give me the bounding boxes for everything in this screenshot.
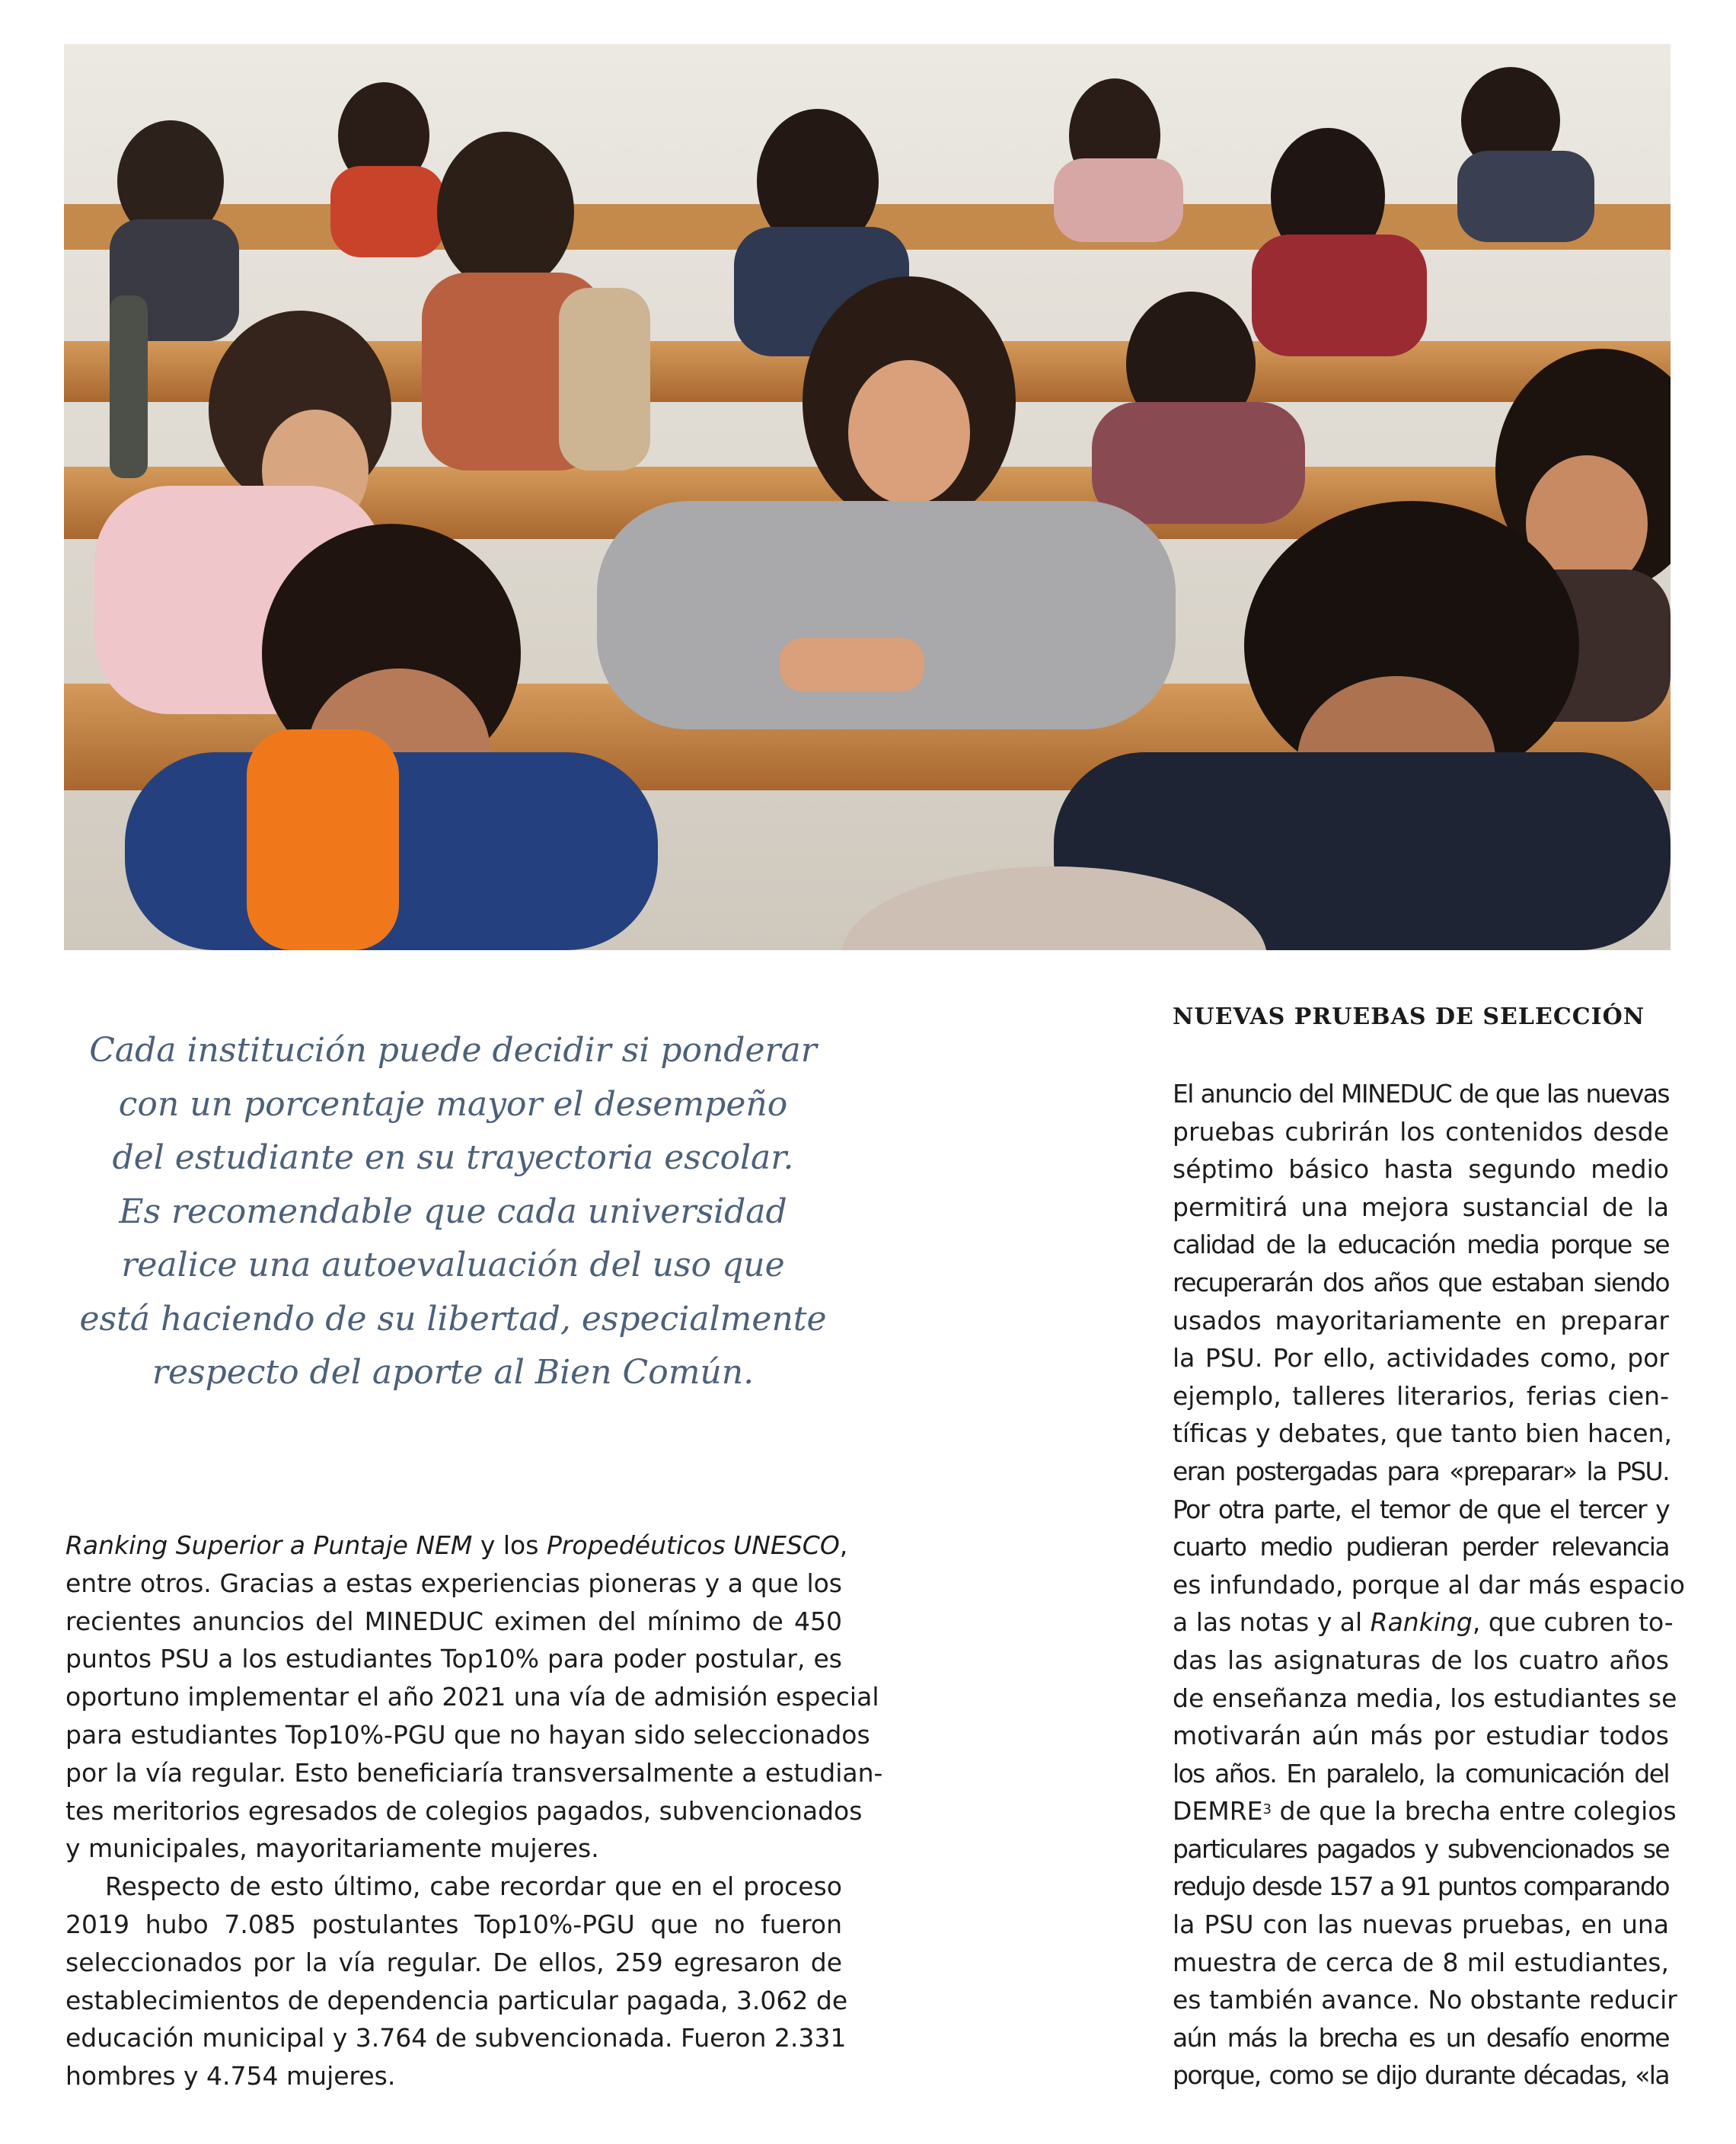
- body-line: por la vía regular. Esto beneficiaría transversalmente a estudian-: [65, 1757, 883, 1788]
- body-line: la PSU con las nuevas pruebas, en una: [1173, 1910, 1669, 1940]
- pull-quote-line: respecto del aporte al Bien Común.: [152, 1353, 755, 1392]
- body-line: cuarto medio pudieran perder relevancia: [1173, 1532, 1669, 1562]
- footnote-marker[interactable]: 3: [1262, 1801, 1272, 1818]
- body-line: [1173, 1603, 1674, 1642]
- body-line: 2019 hubo 7.085 postulantes Top10%-PGU que no fueron: [65, 1909, 842, 1939]
- body-line: oportuno implementar el año 2021 una vía de admisión especial: [65, 1682, 879, 1712]
- body-line: tíficas y debates, que tanto bien hacen,: [1173, 1418, 1672, 1449]
- classroom-exam-photo-icon: [64, 44, 1671, 950]
- body-line: los años. En paralelo, la comunicación del: [1173, 1758, 1669, 1788]
- body-line: El anuncio del MINEDUC de que las nuevas: [1173, 1079, 1669, 1109]
- pull-quote-line: Es recomendable que cada universidad: [119, 1192, 787, 1231]
- body-text-fragment: DEMRE: [1173, 1796, 1263, 1827]
- ranking-superior-italic: Ranking Superior a Puntaje NEM: [65, 1530, 473, 1560]
- body-line: permitirá una mejora sustancial de la: [1173, 1192, 1669, 1222]
- body-line: recientes anuncios del MINEDUC eximen del mínimo de 450: [65, 1606, 842, 1636]
- body-line: calidad de la educación media porque se: [1173, 1230, 1669, 1260]
- body-line: y municipales, mayoritariamente mujeres.: [65, 1833, 599, 1864]
- propedeuticos-italic: Propedéuticos UNESCO: [546, 1530, 840, 1560]
- body-line: de enseñanza media, los estudiantes se: [1173, 1683, 1677, 1713]
- body-text-left-column: [65, 1527, 883, 2095]
- body-line: para estudiantes Top10%-PGU que no hayan sido seleccionados: [65, 1719, 870, 1750]
- body-line: Por otra parte, el temor de que el tercer y: [1173, 1494, 1669, 1524]
- body-line: es también avance. No obstante reducir: [1173, 1985, 1677, 2015]
- body-line: redujo desde 157 a 91 puntos comparando: [1173, 1871, 1669, 1902]
- body-line: motivarán aún más por estudiar todos: [1173, 1721, 1669, 1751]
- body-line: muestra de cerca de 8 mil estudiantes,: [1173, 1947, 1669, 1977]
- body-line: Respecto de esto último, cabe recordar que en el proceso: [105, 1871, 842, 1902]
- body-line: pruebas cubrirán los contenidos desde: [1173, 1116, 1669, 1147]
- body-line: seleccionados por la vía regular. De ellos, 259 egresaron de: [65, 1947, 842, 1977]
- body-line: [65, 1527, 848, 1565]
- body-line: séptimo básico hasta segundo medio: [1173, 1154, 1669, 1185]
- body-line: hombres y 4.754 mujeres.: [65, 2061, 396, 2091]
- body-line: particulares pagados y subvencionados se: [1173, 1833, 1669, 1864]
- pull-quote-line: del estudiante en su trayectoria escolar.: [112, 1138, 794, 1177]
- body-line: recuperarán dos años que estaban siendo: [1173, 1267, 1669, 1297]
- pull-quote: [61, 1024, 845, 1400]
- classroom-exam-photo: [64, 44, 1671, 950]
- body-text-fragment: de que la brecha entre colegios: [1271, 1796, 1677, 1827]
- body-line: entre otros. Gracias a estas experiencias pioneras y a que los: [65, 1568, 842, 1598]
- pull-quote-line: con un porcentaje mayor el desempeño: [118, 1084, 788, 1124]
- body-line: [1173, 1792, 1677, 1830]
- body-text-fragment: ,: [839, 1530, 848, 1560]
- body-line: establecimientos de dependencia particular pagada, 3.062 de: [65, 1985, 848, 2015]
- body-line: educación municipal y 3.764 de subvencionada. Fueron 2.331: [65, 2023, 847, 2053]
- section-heading: NUEVAS PRUEBAS DE SELECCIÓN: [1173, 1003, 1645, 1030]
- pull-quote-line: está haciendo de su libertad, especialmente: [79, 1299, 827, 1338]
- pull-quote-line: realice una autoevaluación del uso que: [121, 1246, 785, 1284]
- body-line: puntos PSU a los estudiantes Top10% para poder postular, es: [65, 1644, 842, 1674]
- body-text-fragment: , que cubren to-: [1472, 1607, 1674, 1638]
- body-line: la PSU. Por ello, actividades como, por: [1173, 1343, 1669, 1374]
- body-text-fragment: y los: [472, 1530, 547, 1560]
- body-line: usados mayoritariamente en preparar: [1173, 1305, 1669, 1335]
- body-text-fragment: a las notas y al: [1173, 1607, 1371, 1638]
- pull-quote-line: Cada institución puede decidir si ponderar: [89, 1031, 817, 1070]
- body-line: porque, como se dijo durante décadas, «la: [1173, 2060, 1669, 2091]
- body-line: aún más la brecha es un desafío enorme: [1173, 2022, 1669, 2053]
- body-line: eran postergadas para «preparar» la PSU.: [1173, 1456, 1669, 1486]
- body-text-right-column: [1173, 1075, 1685, 2095]
- body-line: das las asignaturas de los cuatro años: [1173, 1645, 1669, 1675]
- body-line: ejemplo, talleres literarios, ferias cien-: [1173, 1380, 1669, 1411]
- ranking-italic: Ranking: [1370, 1607, 1473, 1638]
- body-line: tes meritorios egresados de colegios pagados, subvencionados: [65, 1795, 863, 1826]
- body-line: es infundado, porque al dar más espacio: [1173, 1569, 1685, 1600]
